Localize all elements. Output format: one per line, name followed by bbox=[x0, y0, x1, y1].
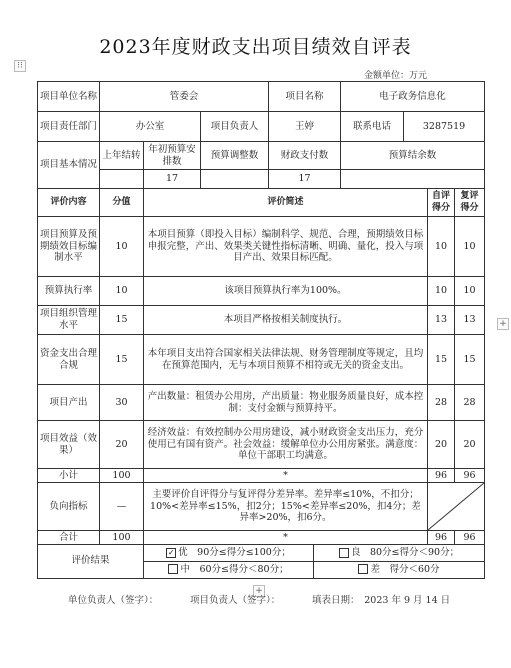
page-title: 2023年度财政支出项目绩效自评表 bbox=[99, 36, 412, 58]
row-name: 项目组织管理水平 bbox=[38, 306, 100, 335]
negative-desc: 主要评价自评得分与复评得分差异率。差异率≤10%，不扣分；10%<差异率≤15%，扣2分；15%<差异率≤20%，扣4分；差异率>20%，扣6分。 bbox=[144, 483, 428, 531]
unit-head-signature: 单位负责人（签字）： bbox=[68, 595, 159, 606]
dept-value: 办公室 bbox=[100, 112, 201, 142]
header-content: 评价内容 bbox=[38, 189, 100, 217]
score-header-row bbox=[38, 189, 485, 217]
row-review: 10 bbox=[455, 277, 485, 306]
row-score: 15 bbox=[100, 306, 144, 335]
row-desc: 本项目预算（即投入目标）编制科学、规范、合理，预期绩效目标申报完整，产出、效果类关键性指标清晰、明确、量化，投入与项目产出、效果目标匹配。 bbox=[144, 217, 428, 277]
row-score: 15 bbox=[100, 335, 144, 385]
add-row-icon[interactable]: + bbox=[497, 318, 509, 330]
evaluation-table bbox=[37, 81, 485, 579]
subtotal-self: 96 bbox=[428, 469, 455, 483]
info-row-unit bbox=[38, 82, 485, 112]
carry-label: 上年结转 bbox=[100, 142, 144, 170]
adjust-value bbox=[201, 170, 269, 189]
checkbox-icon[interactable] bbox=[168, 564, 178, 574]
row-score: 10 bbox=[100, 277, 144, 306]
subtotal-score: 100 bbox=[100, 469, 144, 483]
owner-value: 王婷 bbox=[269, 112, 341, 142]
result-good[interactable]: 良 80分≤得分＜90分； bbox=[314, 545, 484, 562]
row-self: 20 bbox=[428, 421, 455, 469]
table-row bbox=[38, 306, 485, 335]
project-name-value: 电子政务信息化 bbox=[341, 82, 485, 112]
fill-date: 填表日期： 2023 年 9 月 14 日 bbox=[312, 595, 451, 606]
result-label: 评价结果 bbox=[38, 545, 144, 579]
budget-label: 年初预算安排数 bbox=[144, 142, 201, 170]
adjust-label: 预算调整数 bbox=[201, 142, 269, 170]
row-desc: 本年项目支出符合国家相关法律法规、财务管理制度等规定，且均在预算范围内，无与本项目预算不相符或无关的资金支出。 bbox=[144, 335, 428, 385]
result-row bbox=[38, 545, 485, 579]
total-star: * bbox=[144, 531, 428, 545]
result-poor[interactable]: 差 得分＜60分 bbox=[314, 562, 484, 578]
header-desc: 评价简述 bbox=[144, 189, 428, 217]
budget-value: 17 bbox=[144, 170, 201, 189]
project-unit-value: 管委会 bbox=[100, 82, 269, 112]
total-score: 100 bbox=[100, 531, 144, 545]
table-row bbox=[38, 335, 485, 385]
row-review: 13 bbox=[455, 306, 485, 335]
row-review: 10 bbox=[455, 217, 485, 277]
result-excellent[interactable]: ✓ 优 90分≤得分≤100分； bbox=[144, 545, 314, 562]
header-review: 复评得分 bbox=[455, 189, 485, 217]
row-review: 20 bbox=[455, 421, 485, 469]
row-desc: 本项目严格按相关制度执行。 bbox=[144, 306, 428, 335]
diagonal-line bbox=[428, 483, 484, 530]
table-row bbox=[38, 217, 485, 277]
checked-checkbox-icon[interactable]: ✓ bbox=[167, 547, 175, 557]
carry-value bbox=[100, 170, 144, 189]
row-self: 13 bbox=[428, 306, 455, 335]
row-self: 10 bbox=[428, 217, 455, 277]
project-name-label: 项目名称 bbox=[269, 82, 341, 112]
result-options bbox=[144, 545, 485, 579]
paid-value: 17 bbox=[269, 170, 341, 189]
total-review: 96 bbox=[455, 531, 485, 545]
table-row bbox=[38, 385, 485, 421]
row-self: 10 bbox=[428, 277, 455, 306]
amount-unit: 金额单位：万元 bbox=[363, 71, 427, 81]
info-row-budget-header bbox=[38, 142, 485, 170]
negative-score: — bbox=[100, 483, 144, 531]
result-medium[interactable]: 中 60分≤得分＜80分； bbox=[144, 562, 314, 578]
move-handle-icon[interactable]: ⁝⁝ bbox=[14, 60, 26, 72]
row-self: 28 bbox=[428, 385, 455, 421]
phone-value: 3287519 bbox=[404, 112, 485, 142]
negative-row bbox=[38, 483, 485, 531]
dept-label: 项目责任部门 bbox=[38, 112, 100, 142]
total-self: 96 bbox=[428, 531, 455, 545]
subtotal-label: 小计 bbox=[38, 469, 100, 483]
total-row bbox=[38, 531, 485, 545]
row-desc: 产出数量：租赁办公用房，产出质量：物业服务质量良好，成本控制：支付金额与预算持平。 bbox=[144, 385, 428, 421]
project-unit-label: 项目单位名称 bbox=[38, 82, 100, 112]
info-row-budget-values bbox=[38, 170, 485, 189]
checkbox-icon[interactable] bbox=[358, 564, 368, 574]
row-name: 预算执行率 bbox=[38, 277, 100, 306]
total-label: 合计 bbox=[38, 531, 100, 545]
negative-label: 负向指标 bbox=[38, 483, 100, 531]
row-self: 15 bbox=[428, 335, 455, 385]
checkbox-icon[interactable] bbox=[339, 548, 349, 558]
row-name: 项目预算及预期绩效目标编制水平 bbox=[38, 217, 100, 277]
row-desc: 该项目预算执行率为100%。 bbox=[144, 277, 428, 306]
row-name: 资金支出合理合规 bbox=[38, 335, 100, 385]
row-score: 20 bbox=[100, 421, 144, 469]
balance-label: 预算结余数 bbox=[341, 142, 485, 170]
header-self: 自评得分 bbox=[428, 189, 455, 217]
subtotal-review: 96 bbox=[455, 469, 485, 483]
row-score: 10 bbox=[100, 217, 144, 277]
info-row-dept bbox=[38, 112, 485, 142]
project-head-signature: 项目负责人（签字）： bbox=[190, 595, 281, 606]
row-name: 项目效益（效果） bbox=[38, 421, 100, 469]
table-row bbox=[38, 421, 485, 469]
row-desc: 经济效益：有效控制办公用房建设，减小财政资金支出压力，充分使用已有国有资产。社会效益：缓解单位办公用房紧张。满意度：单位干部职工均满意。 bbox=[144, 421, 428, 469]
row-review: 28 bbox=[455, 385, 485, 421]
add-column-icon[interactable]: + bbox=[253, 585, 265, 597]
negative-diagonal bbox=[428, 483, 485, 531]
subtotal-row bbox=[38, 469, 485, 483]
subtotal-star: * bbox=[144, 469, 428, 483]
row-score: 30 bbox=[100, 385, 144, 421]
row-review: 15 bbox=[455, 335, 485, 385]
balance-value bbox=[341, 170, 485, 189]
owner-label: 项目负责人 bbox=[201, 112, 269, 142]
row-name: 项目产出 bbox=[38, 385, 100, 421]
header-score: 分值 bbox=[100, 189, 144, 217]
table-row bbox=[38, 277, 485, 306]
paid-label: 财政支付数 bbox=[269, 142, 341, 170]
phone-label: 联系电话 bbox=[341, 112, 404, 142]
basic-info-label: 项目基本情况 bbox=[38, 142, 100, 189]
